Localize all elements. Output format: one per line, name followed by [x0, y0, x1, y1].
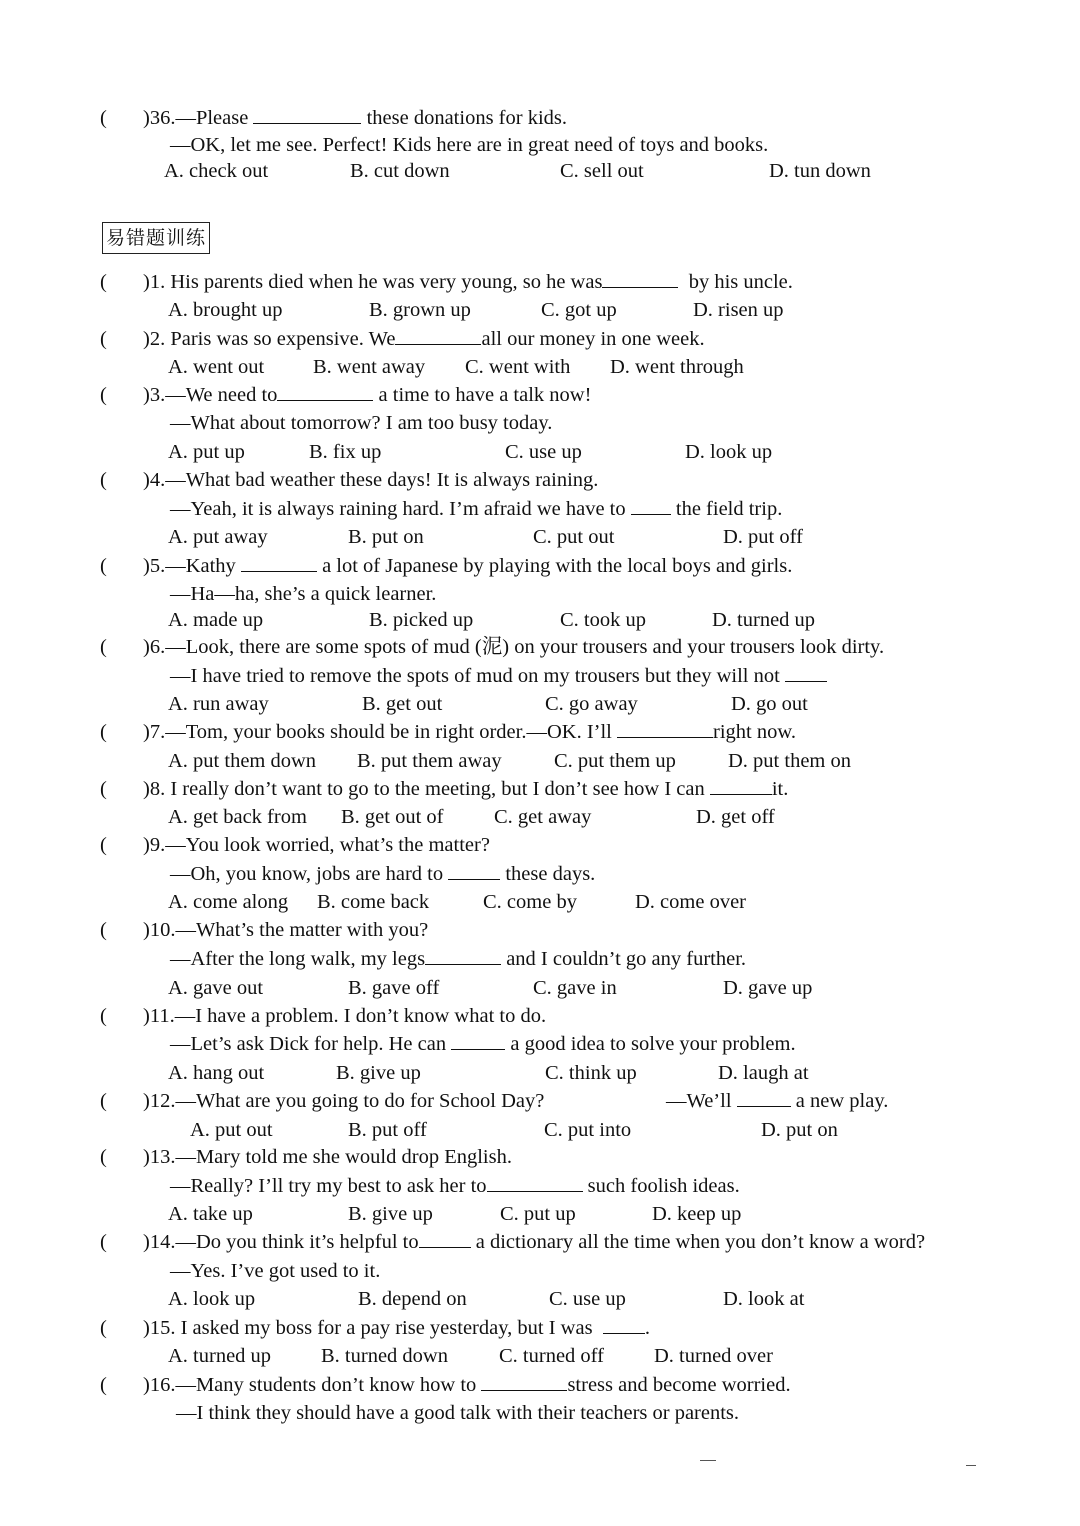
question-10: )10.—What’s the matter with you? — [143, 919, 429, 941]
answer-blank[interactable] — [425, 948, 501, 965]
answer-blank[interactable] — [710, 778, 772, 795]
answer-paren[interactable]: ( — [100, 1317, 107, 1339]
option-b[interactable]: B. went away — [313, 356, 426, 378]
option-d[interactable]: D. turned over — [654, 1345, 773, 1367]
answer-blank[interactable] — [785, 665, 827, 682]
question-16-reply: —I think they should have a good talk with their teachers or parents. — [176, 1402, 740, 1424]
answer-paren[interactable]: ( — [100, 107, 107, 129]
question-3-reply: —What about tomorrow? I am too busy today. — [170, 412, 553, 434]
option-d[interactable]: D. tun down — [769, 160, 871, 182]
question-1: )1. His parents died when he was very young, so he was by his uncle. — [143, 271, 793, 293]
option-d[interactable]: D. look up — [685, 441, 773, 463]
option-c[interactable]: C. put them up — [554, 750, 676, 772]
question-6-reply: —I have tried to remove the spots of mud on my trousers but they will not — [170, 664, 827, 688]
option-b[interactable]: B. put them away — [357, 750, 502, 772]
question-11-reply: —Let’s ask Dick for help. He can a good idea to solve your problem. — [170, 1033, 796, 1055]
question-2: )2. Paris was so expensive. We all our money in one week. — [143, 328, 705, 350]
option-b[interactable]: B. put off — [348, 1119, 427, 1141]
scan-mark — [966, 1465, 976, 1466]
option-a[interactable]: A. come along — [168, 891, 289, 913]
option-d[interactable]: D. turned up — [712, 609, 816, 631]
question-5-reply: —Ha—ha, she’s a quick learner. — [170, 583, 437, 605]
option-c[interactable]: C. get away — [494, 806, 592, 828]
answer-blank[interactable] — [487, 1175, 583, 1192]
option-a[interactable]: A. put out — [190, 1119, 273, 1141]
option-c[interactable]: C. put up — [500, 1203, 576, 1225]
answer-blank[interactable] — [253, 107, 361, 124]
answer-paren[interactable]: ( — [100, 834, 107, 856]
answer-paren[interactable]: ( — [100, 778, 107, 800]
question-7: )7.—Tom, your books should be in right order.—OK. I’ll right now. — [143, 721, 796, 743]
question-3: )3.—We need to a time to have a talk now! — [143, 384, 592, 406]
option-b[interactable]: B. give up — [336, 1062, 421, 1084]
option-a[interactable]: A. went out — [168, 356, 265, 378]
question-15: )15. I asked my boss for a pay rise yesterday, but I was . — [143, 1317, 650, 1339]
option-b[interactable]: B. grown up — [369, 299, 471, 321]
option-a[interactable]: A. run away — [168, 693, 269, 715]
option-a[interactable]: A. hang out — [168, 1062, 265, 1084]
question-5: )5.—Kathy a lot of Japanese by playing with the local boys and girls. — [143, 555, 793, 577]
answer-blank[interactable] — [448, 863, 500, 880]
scan-mark — [700, 1460, 716, 1461]
option-b[interactable]: B. fix up — [309, 441, 382, 463]
option-b[interactable]: B. get out — [362, 693, 443, 715]
option-a[interactable]: A. check out — [164, 160, 269, 182]
answer-blank[interactable] — [395, 328, 481, 345]
question-12-reply: —We’ll a new play. — [666, 1090, 889, 1112]
option-d[interactable]: D. go out — [731, 693, 808, 715]
answer-blank[interactable] — [631, 498, 671, 515]
section-title: 易错题训练 — [102, 222, 210, 254]
question-14: )14.—Do you think it’s helpful to a dictionary all the time when you don’t know a word? — [143, 1231, 926, 1253]
question-36-reply: —OK, let me see. Perfect! Kids here are in great need of toys and books. — [170, 134, 769, 156]
option-a[interactable]: A. put them down — [168, 750, 317, 772]
option-d[interactable]: D. risen up — [693, 299, 784, 321]
answer-blank[interactable] — [241, 555, 317, 572]
answer-blank[interactable] — [603, 1317, 645, 1334]
option-b[interactable]: B. picked up — [369, 609, 474, 631]
option-a[interactable]: A. take up — [168, 1203, 253, 1225]
answer-paren[interactable]: ( — [100, 1146, 107, 1168]
option-c[interactable]: C. think up — [545, 1062, 637, 1084]
option-a[interactable]: A. made up — [168, 609, 264, 631]
option-c[interactable]: C. turned off — [499, 1345, 604, 1367]
option-b[interactable]: B. turned down — [321, 1345, 448, 1367]
answer-paren[interactable]: ( — [100, 328, 107, 350]
answer-blank[interactable] — [602, 271, 678, 288]
option-d[interactable]: D. get off — [696, 806, 775, 828]
option-a[interactable]: A. gave out — [168, 977, 264, 999]
answer-paren[interactable]: ( — [100, 1231, 107, 1253]
question-9-reply: —Oh, you know, jobs are hard to these days. — [170, 863, 596, 885]
answer-paren[interactable]: ( — [100, 1090, 107, 1112]
option-b[interactable]: B. cut down — [350, 160, 450, 182]
option-c[interactable]: C. got up — [541, 299, 617, 321]
question-4: )4.—What bad weather these days! It is always raining. — [143, 469, 599, 491]
option-a[interactable]: A. put away — [168, 526, 268, 548]
option-d[interactable]: D. gave up — [723, 977, 813, 999]
answer-blank[interactable] — [481, 1374, 567, 1391]
option-c[interactable]: C. put out — [533, 526, 615, 548]
question-16: )16.—Many students don’t know how to stress and become worried. — [143, 1374, 791, 1396]
question-9: )9.—You look worried, what’s the matter? — [143, 834, 490, 856]
option-b[interactable]: B. come back — [317, 891, 430, 913]
option-c[interactable]: C. use up — [505, 441, 582, 463]
option-d[interactable]: D. keep up — [652, 1203, 742, 1225]
answer-paren[interactable]: ( — [100, 384, 107, 406]
option-c[interactable]: C. sell out — [560, 160, 644, 182]
question-10-reply: —After the long walk, my legs and I couldn’t go any further. — [170, 948, 747, 970]
question-13: )13.—Mary told me she would drop English. — [143, 1146, 512, 1168]
option-a[interactable]: A. put up — [168, 441, 245, 463]
option-b[interactable]: B. give up — [348, 1203, 433, 1225]
answer-blank[interactable] — [617, 721, 713, 738]
question-12: )12.—What are you going to do for School Day? — [143, 1090, 545, 1112]
answer-blank[interactable] — [277, 384, 373, 401]
option-c[interactable]: C. took up — [560, 609, 646, 631]
option-b[interactable]: B. depend on — [358, 1288, 467, 1310]
answer-paren[interactable]: ( — [100, 555, 107, 577]
answer-paren[interactable]: ( — [100, 636, 107, 658]
option-d[interactable]: D. come over — [635, 891, 746, 913]
option-a[interactable]: A. look up — [168, 1288, 256, 1310]
question-11: )11.—I have a problem. I don’t know what to do. — [143, 1005, 547, 1027]
option-b[interactable]: B. put on — [348, 526, 424, 548]
answer-paren[interactable]: ( — [100, 1374, 107, 1396]
option-d[interactable]: D. laugh at — [718, 1062, 809, 1084]
answer-paren[interactable]: ( — [100, 721, 107, 743]
answer-blank[interactable] — [451, 1033, 505, 1050]
question-13-reply: —Really? I’ll try my best to ask her to such foolish ideas. — [170, 1175, 740, 1197]
answer-blank[interactable] — [737, 1090, 791, 1107]
option-c[interactable]: C. go away — [545, 693, 638, 715]
option-d[interactable]: D. look at — [723, 1288, 805, 1310]
question-14-reply: —Yes. I’ve got used to it. — [170, 1260, 381, 1282]
option-d[interactable]: D. went through — [610, 356, 744, 378]
option-b[interactable]: B. gave off — [348, 977, 440, 999]
question-8: )8. I really don’t want to go to the meeting, but I don’t see how I can it. — [143, 778, 789, 800]
option-c[interactable]: C. put into — [544, 1119, 632, 1141]
option-d[interactable]: D. put on — [761, 1119, 838, 1141]
question-4-reply: —Yeah, it is always raining hard. I’m afraid we have to the field trip. — [170, 498, 783, 520]
option-c[interactable]: C. went with — [465, 356, 571, 378]
question-6: )6.—Look, there are some spots of mud (泥) on your trousers and your trousers look dirty. — [143, 636, 885, 658]
option-c[interactable]: C. come by — [483, 891, 577, 913]
answer-paren[interactable]: ( — [100, 919, 107, 941]
answer-paren[interactable]: ( — [100, 271, 107, 293]
option-a[interactable]: A. turned up — [168, 1345, 272, 1367]
option-b[interactable]: B. get out of — [341, 806, 444, 828]
answer-blank[interactable] — [419, 1231, 471, 1248]
answer-paren[interactable]: ( — [100, 1005, 107, 1027]
option-a[interactable]: A. get back from — [168, 806, 307, 828]
option-d[interactable]: D. put them on — [728, 750, 851, 772]
option-a[interactable]: A. brought up — [168, 299, 283, 321]
question-36: )36.—Please these donations for kids. — [143, 107, 567, 129]
option-d[interactable]: D. put off — [723, 526, 803, 548]
option-c[interactable]: C. use up — [549, 1288, 626, 1310]
answer-paren[interactable]: ( — [100, 469, 107, 491]
option-c[interactable]: C. gave in — [533, 977, 617, 999]
